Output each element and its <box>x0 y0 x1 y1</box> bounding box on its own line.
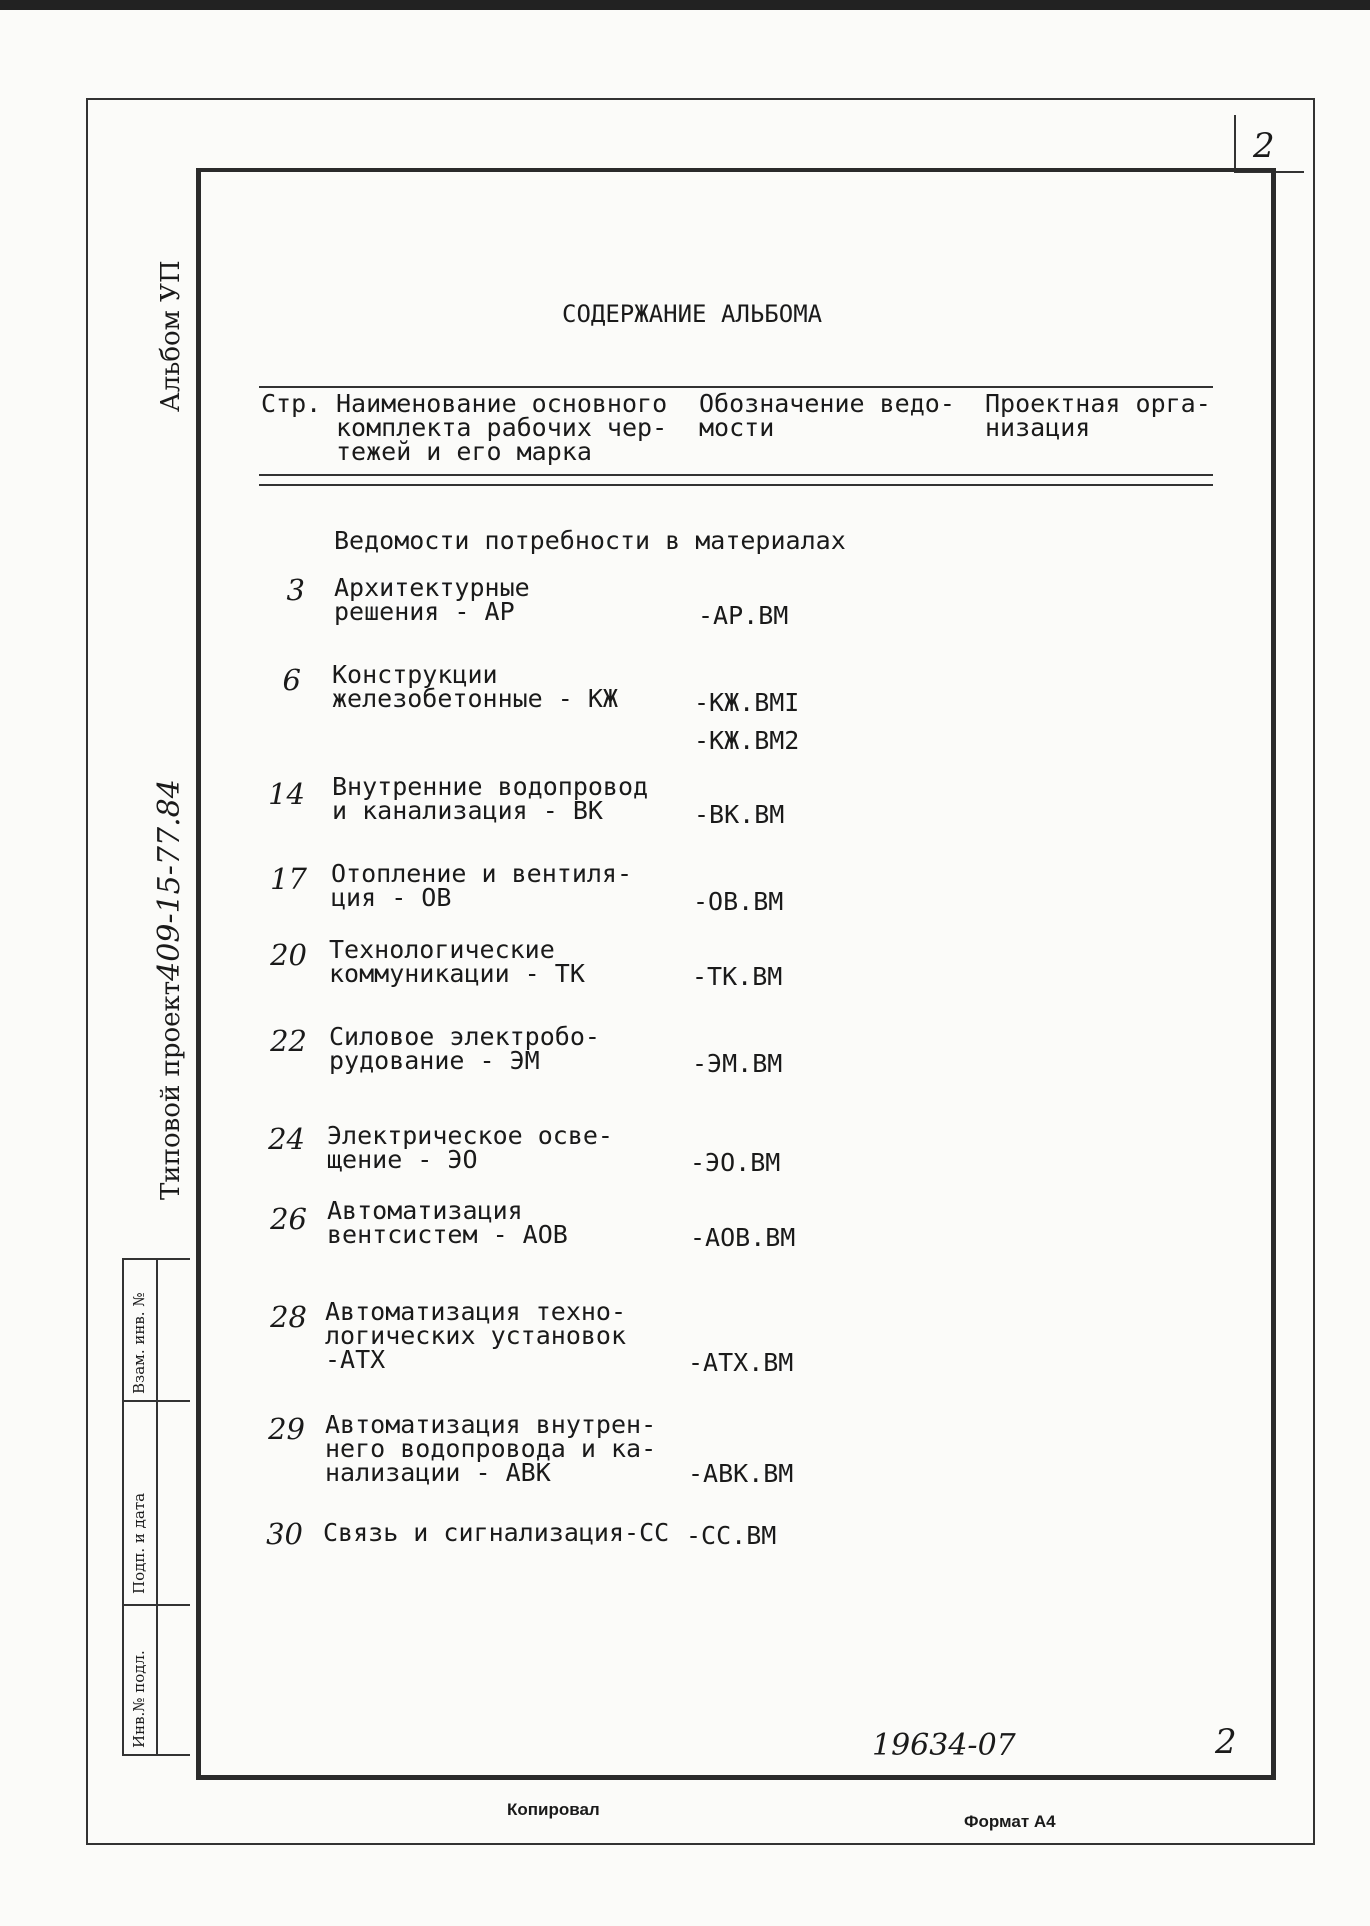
stamp-label-replaced: Взам. инв. № <box>130 1292 148 1394</box>
approval-stamp-strip <box>122 1258 190 1756</box>
footer-format: Формат А4 <box>964 1812 1056 1831</box>
row-code: -СС.ВМ <box>686 1521 777 1550</box>
scan-top-edge <box>0 0 1370 10</box>
row-page: 30 <box>266 1517 303 1551</box>
row-code: -КЖ.ВМI <box>694 688 800 717</box>
row-code: -АР.ВМ <box>698 601 789 630</box>
row-name: Автоматизация внутрен- него водопровода и ка- нализации - АВК <box>325 1410 657 1487</box>
header-top-rule <box>259 386 1213 388</box>
row-code: -ОВ.ВМ <box>693 887 784 916</box>
row-name: Конструкции железобетонные - КЖ <box>332 660 618 713</box>
footer-copied: Копировал <box>507 1800 600 1819</box>
row-page: 14 <box>268 777 305 811</box>
row-name: Автоматизация вентсистем - АОВ <box>327 1196 568 1249</box>
row-page: 29 <box>268 1412 305 1446</box>
strip-row-line <box>122 1258 190 1260</box>
row-name: Связь и сигнализация-СС <box>323 1518 670 1547</box>
strip-divider <box>156 1258 158 1756</box>
header-name-col: Наименование основного комплекта рабочих чер- тежей и его марка <box>336 389 668 466</box>
strip-row-line <box>122 1754 190 1756</box>
project-label: Типовой проект <box>156 980 186 1200</box>
row-name: Отопление и вентиля- ция - ОВ <box>331 859 633 912</box>
album-label: Альбом УП <box>156 260 186 412</box>
page-number-top: 2 <box>1253 126 1275 166</box>
row-name: Силовое электробо- рудование - ЭМ <box>329 1022 600 1075</box>
row-code: -ЭМ.ВМ <box>692 1049 783 1078</box>
row-page: 20 <box>270 938 307 972</box>
row-name: Технологические коммуникации - ТК <box>329 935 585 988</box>
row-code: -ЭО.ВМ <box>690 1148 781 1177</box>
project-code: 409-15-77.84 <box>152 779 187 981</box>
row-code: -АОВ.ВМ <box>690 1223 796 1252</box>
header-rule-1 <box>259 474 1213 476</box>
row-code: -АВК.ВМ <box>688 1459 794 1488</box>
header-org-col: Проектная орга- низация <box>985 389 1211 442</box>
stamp-label-signature: Подп. и дата <box>130 1492 148 1594</box>
page-number-bottom: 2 <box>1215 1722 1237 1762</box>
row-page: 28 <box>270 1300 307 1334</box>
section-title: Ведомости потребности в материалах <box>334 526 846 555</box>
row-page: 6 <box>282 663 301 697</box>
header-page-col: Стр. <box>261 389 322 418</box>
page-title: СОДЕРЖАНИЕ АЛЬБОМА <box>562 300 823 328</box>
row-code: -ТК.ВМ <box>692 962 783 991</box>
row-page: 24 <box>268 1122 305 1156</box>
row-name: Архитектурные решения - АР <box>334 573 530 626</box>
header-designation-col: Обозначение ведо- мости <box>699 389 955 442</box>
row-page: 17 <box>270 862 307 896</box>
row-page: 22 <box>270 1024 307 1058</box>
row-page: 3 <box>286 573 305 607</box>
project-designation <box>152 779 187 1200</box>
row-code: -АТХ.ВМ <box>688 1348 794 1377</box>
row-page: 26 <box>270 1202 307 1236</box>
strip-row-line <box>122 1400 190 1402</box>
row-code: -КЖ.ВМ2 <box>694 726 800 755</box>
row-code: -ВК.ВМ <box>694 800 785 829</box>
row-name: Внутренние водопровод и канализация - ВК <box>332 772 649 825</box>
row-name: Электрическое осве- щение - ЭО <box>327 1121 613 1174</box>
header-rule-2 <box>259 484 1213 486</box>
stamp-label-inventory: Инв.№ подл. <box>130 1650 148 1748</box>
document-number: 19634-07 <box>872 1728 1016 1763</box>
strip-border-left <box>122 1258 124 1756</box>
row-name: Автоматизация техно- логических установок -АТХ <box>325 1297 627 1374</box>
strip-row-line <box>122 1604 190 1606</box>
